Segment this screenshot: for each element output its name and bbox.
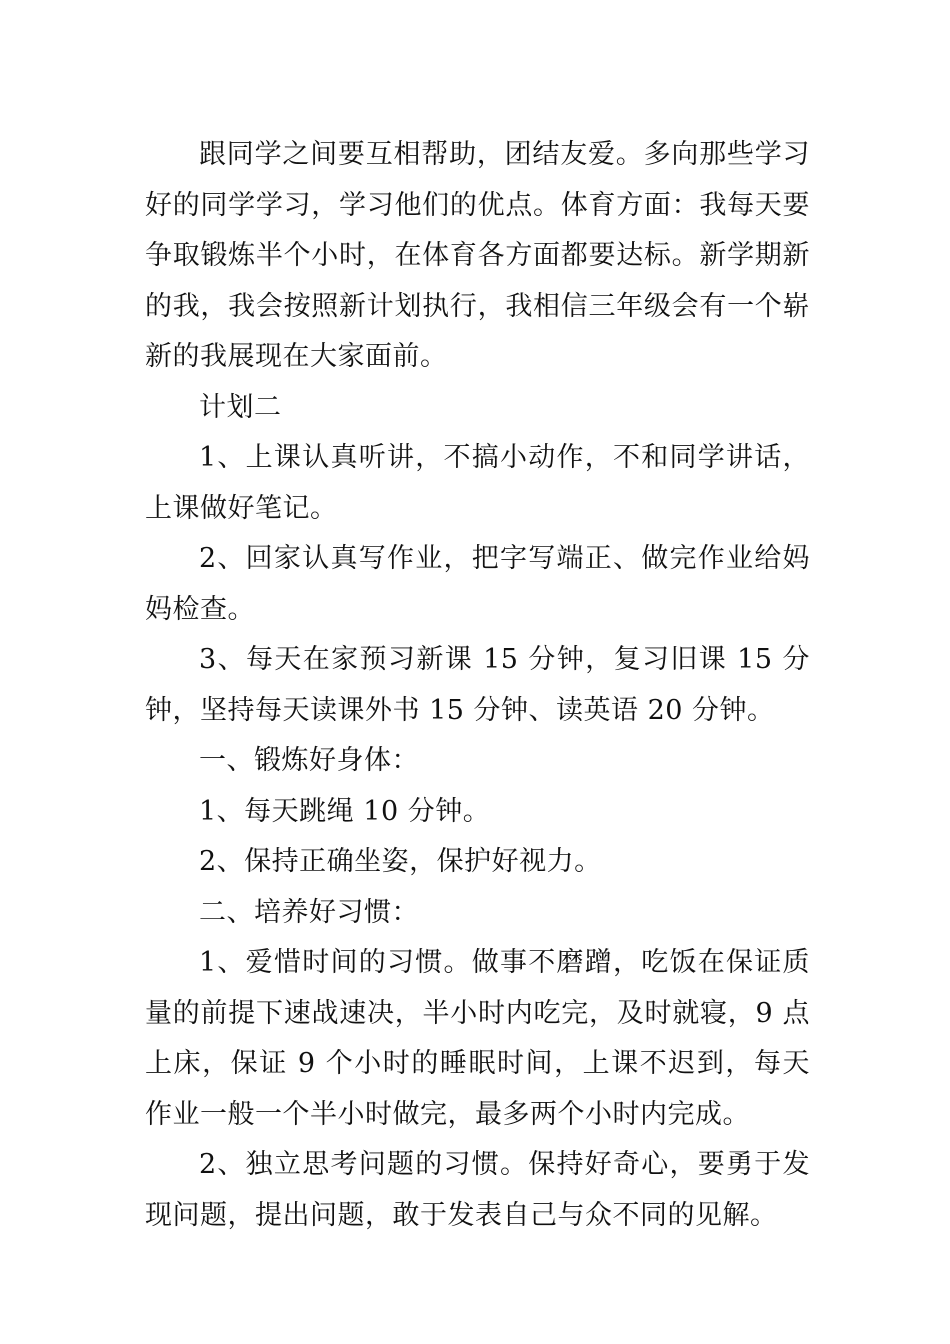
list-item: 2、独立思考问题的习惯。保持好奇心，要勇于发现问题，提出问题，敢于发表自己与众不同的见解。 [145,1149,810,1231]
paragraph-intro: 跟同学之间要互相帮助，团结友爱。多向那些学习好的同学学习，学习他们的优点。体育方面：我每天要争取锻炼半个小时，在体育各方面都要达标。新学期新的我，我会按照新计划执行，我相信三年级会有一个崭新的我展现在大家面前。 [145,139,810,372]
list-item: 3、每天在家预习新课 15 分钟，复习旧课 15 分钟，坚持每天读课外书 15 分钟、读英语 20 分钟。 [145,644,810,726]
list-item: 1、每天跳绳 10 分钟。 [199,795,491,827]
section-heading-plan-two: 计划二 [199,391,282,423]
section-heading-habits: 二、培养好习惯： [199,896,419,928]
list-item: 1、上课认真听讲，不搞小动作，不和同学讲话，上课做好笔记。 [145,442,810,524]
document-body [145,130,810,1241]
list-item: 2、保持正确坐姿，保护好视力。 [199,846,602,877]
list-item: 2、回家认真写作业，把字写端正、做完作业给妈妈检查。 [145,543,810,625]
section-heading-exercise: 一、锻炼好身体： [199,745,419,776]
list-item: 1、爱惜时间的习惯。做事不磨蹭，吃饭在保证质量的前提下速战速决，半小时内吃完，及时就寝，9 点上床，保证 9 个小时的睡眠时间，上课不迟到，每天作业一般一个半小时做完，最多两个小时内完成。 [145,947,810,1130]
